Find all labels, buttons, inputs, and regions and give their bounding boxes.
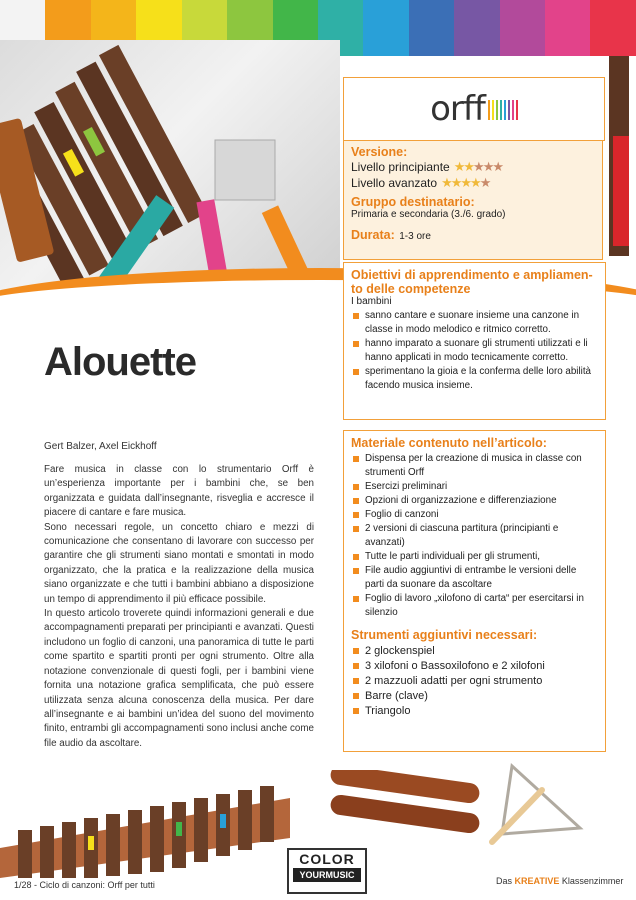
- kreativ-post: Klassenzimmer: [561, 876, 624, 886]
- logo-bar: [504, 100, 506, 120]
- logo-bar: [488, 100, 490, 120]
- paragraph: Fare musica in classe con lo strumentario Orff è un’esperienza importante per i bambini che, se ben organizzata e guidata dall’insegnante, risveglia e accresce il piacere di cantare e fare musica.: [44, 464, 314, 519]
- orff-logo-bars: [488, 98, 518, 120]
- footer-text: 1/28 - Ciclo di canzoni: Orff per tutti: [14, 880, 155, 890]
- color-stripe: [545, 0, 590, 56]
- color-stripe: [500, 0, 545, 56]
- star-icon: ★: [473, 159, 483, 174]
- list-item: 2 mazzuoli adatti per ogni strumento: [351, 674, 598, 689]
- cym-logo-line1: COLOR: [299, 851, 355, 867]
- authors: Gert Balzer, Axel Eickhoff: [44, 441, 157, 452]
- star-icon: ★: [479, 175, 490, 190]
- objectives-title-2: to delle competenze: [351, 282, 471, 296]
- orff-logo: orff: [430, 89, 485, 129]
- logo-bar: [508, 100, 510, 120]
- objectives-box: [343, 262, 606, 420]
- list-item: sperimentano la gioia e la conferma delle loro abilità facendo musica insieme.: [351, 365, 598, 393]
- cym-logo-line2: YOURMUSIC: [293, 868, 361, 882]
- objectives-intro: I bambini: [351, 296, 392, 307]
- list-item: Triangolo: [351, 704, 598, 719]
- star-icon: ★: [441, 175, 451, 190]
- level-beginner-label: Livello principiante: [351, 160, 450, 174]
- star-icon: ★: [463, 159, 474, 174]
- list-item: Tutte le parti individuali per gli strumenti,: [351, 550, 598, 564]
- claves-illustration: [325, 770, 490, 840]
- kreative-klassenzimmer-logo: [496, 876, 623, 886]
- instrument-edge-illustration: [603, 56, 636, 256]
- objectives-list: [351, 309, 598, 393]
- list-item: Foglio di lavoro „xilofono di carta“ per esercitarsi in silenzio: [351, 592, 598, 620]
- list-item: 2 versioni di ciascuna partitura (principianti e avanzati): [351, 522, 598, 550]
- star-rating-advanced: [441, 175, 489, 191]
- gruppo-value: Primaria e secondaria (3./6. grado): [351, 209, 506, 220]
- objectives-title-1: Obiettivi di apprendimento e ampliamen-: [351, 268, 593, 282]
- list-item: Foglio di canzoni: [351, 508, 598, 522]
- paragraph: Sono necessari regole, un concetto chiaro e mezzi di comunicazione che consentano di lavorare con successo per garantire che gli strumenti siano montati e smontati in modo organizzato, che la pratica e la realizzazione della musica siano organizzate e che tutti i bambini abbiano a disposizione un tempo di apprendimento il più efficace possibile.: [44, 521, 314, 605]
- list-item: 3 xilofoni o Bassoxilofono e 2 xilofoni: [351, 659, 598, 674]
- body-text: [44, 463, 314, 751]
- logo-bar: [492, 100, 494, 120]
- logo-bar: [500, 100, 502, 120]
- bottom-xylophone-illustration: [0, 778, 290, 878]
- paragraph: In questo articolo troverete quindi informazioni generali e due accompagnamenti preparati per principianti e avanzati. Questi includono un foglio di canzoni, una panoramica di tutte le parti come spartito e spartiti pronti per ogni strumento. Oltre alla notazione convenzionale di questi fogli, per i bambini viene fornita una notazione grafica semplificata, che può essere utilizzata senza alcuna conoscenza della musica. Per dare all’insegnante e ai bambini un’idea del suono del movimento finito, entrambi gli accompagnamenti sono inclusi anche come file audio da ascoltare.: [44, 608, 314, 749]
- level-advanced: [351, 175, 595, 191]
- color-stripe: [590, 0, 635, 56]
- list-item: 2 glockenspiel: [351, 644, 598, 659]
- star-icon: ★: [482, 159, 493, 174]
- materials-title: Materiale contenuto nell’articolo:: [351, 436, 547, 450]
- list-item: hanno imparato a suonare gli strumenti utilizzati e li hanno applicati in modo tecnicamente corretto.: [351, 337, 598, 365]
- color-stripe: [363, 0, 408, 56]
- kreativ-pre: Das: [496, 876, 513, 886]
- materials-list: [351, 452, 598, 620]
- star-icon: ★: [492, 159, 503, 174]
- info-box: [343, 140, 603, 260]
- color-stripe: [454, 0, 499, 56]
- tools-title: Strumenti aggiuntivi necessari:: [351, 628, 538, 642]
- durata-value: 1-3 ore: [399, 231, 431, 242]
- list-item: Dispensa per la creazione di musica in classe con strumenti Orff: [351, 452, 598, 480]
- star-icon: ★: [460, 175, 471, 190]
- color-your-music-logo: [287, 848, 367, 894]
- list-item: Esercizi preliminari: [351, 480, 598, 494]
- list-item: File audio aggiuntivi di entrambe le versioni delle parti da suonare da ascoltare: [351, 564, 598, 592]
- triangle-illustration: [482, 760, 592, 850]
- color-stripe: [409, 0, 454, 56]
- list-item: sanno cantare e suonare insieme una canzone in classe in modo melodico e ritmico corretto.: [351, 309, 598, 337]
- kreativ-mid: KREATIVE: [514, 876, 560, 886]
- tools-list: [351, 644, 598, 719]
- page-title: Alouette: [44, 340, 196, 384]
- xylophone-illustration: [0, 40, 340, 295]
- logo-bar: [496, 100, 498, 120]
- star-icon: ★: [450, 175, 461, 190]
- level-beginner: [351, 159, 595, 175]
- logo-bar: [516, 100, 518, 120]
- star-rating-beginner: [454, 159, 502, 175]
- versione-label: Versione:: [351, 145, 408, 159]
- star-icon: ★: [470, 175, 480, 190]
- star-icon: ★: [453, 159, 464, 174]
- list-item: Opzioni di organizzazione e differenziazione: [351, 494, 598, 508]
- level-advanced-label: Livello avanzato: [351, 176, 438, 190]
- orff-logo-box: [343, 77, 605, 141]
- list-item: Barre (clave): [351, 689, 598, 704]
- durata-label: Durata:: [351, 228, 395, 242]
- gruppo-label: Gruppo destinatario:: [351, 195, 475, 209]
- logo-bar: [512, 100, 514, 120]
- materials-box: [343, 430, 606, 752]
- instruments-photo: [0, 40, 340, 295]
